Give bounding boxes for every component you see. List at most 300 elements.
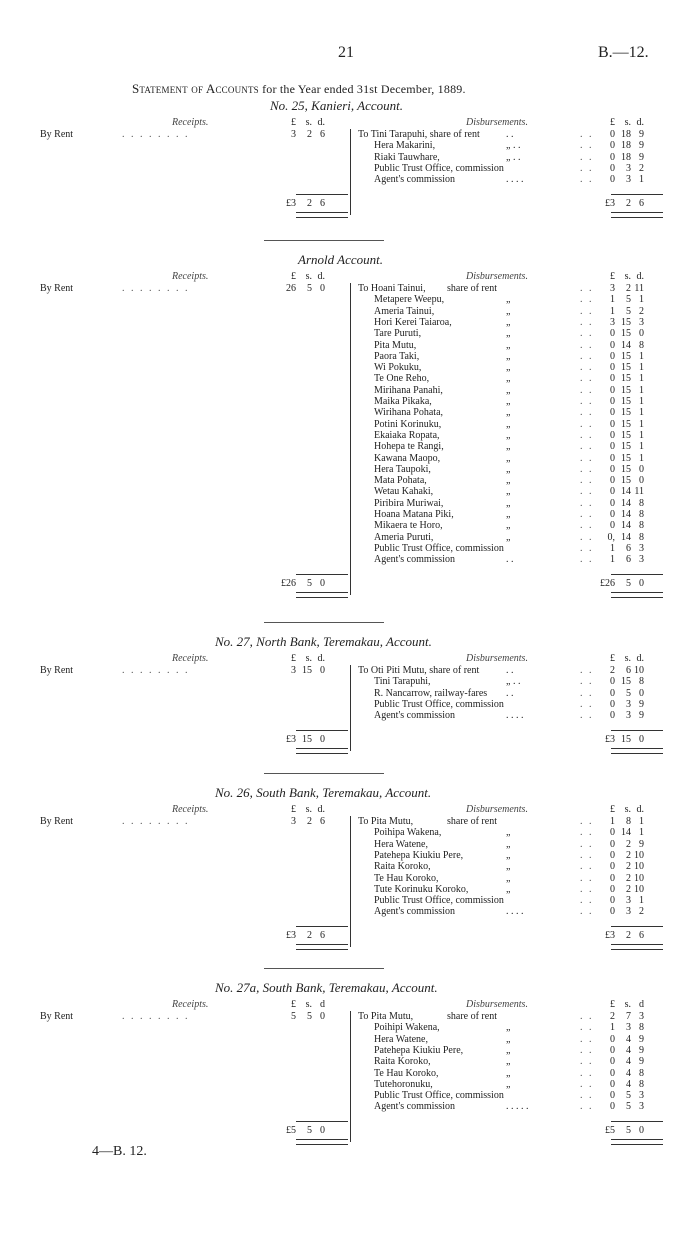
row-amount <box>593 688 644 699</box>
row-amount-pence: 2 <box>639 162 644 174</box>
receipt-amount <box>274 816 325 827</box>
row-amount-shillings: 6 <box>626 542 631 554</box>
payee-name: Patehepa Kiukiu Pere, <box>374 849 464 861</box>
row-mark: „ <box>506 418 511 430</box>
row-amount-pence: 1 <box>639 396 644 407</box>
row-leader-dots: . . <box>580 396 594 407</box>
row-amount-pounds: 0 <box>610 676 615 688</box>
disbursements-currency-header-pence: d. <box>636 804 644 815</box>
row-amount-pence: 3 <box>639 316 644 328</box>
table-row <box>358 283 426 294</box>
receipt-leader-dots: . . . . . . . . <box>122 129 190 140</box>
row-amount-pounds: 0 <box>610 906 615 918</box>
row-mark: . . . . <box>506 710 524 722</box>
receipt-total-pounds: £3 <box>286 733 296 745</box>
row-amount <box>593 532 644 543</box>
row-amount-pounds: 3 <box>610 316 615 328</box>
receipts-heading: Receipts. <box>172 804 209 815</box>
receipts-currency-header-pounds: £ <box>291 653 296 664</box>
row-amount-pence: 3 <box>639 1101 644 1113</box>
row-amount-shillings: 15 <box>621 328 631 340</box>
account-name: No. 27, North Bank, Teremakau, Account. <box>215 634 432 649</box>
payee-name: Agent's commission <box>374 554 455 566</box>
row-amount-pounds: 0 <box>610 396 615 407</box>
row-amount-pounds: 0 <box>610 463 615 475</box>
row-mark: „ <box>506 509 511 520</box>
row-amount-pence: 9 <box>639 838 644 850</box>
report-code: B.—12. <box>598 44 649 61</box>
row-leader-dots: . . <box>580 339 594 351</box>
payee-name: Te Hau Koroko, <box>374 1067 439 1079</box>
receipt-amount <box>274 283 325 294</box>
receipts-currency-header-shillings: s. <box>305 999 312 1010</box>
payee-name: Kawana Maopo, <box>374 452 441 464</box>
receipt-total-shillings: 15 <box>302 733 312 745</box>
payee-name: Mata Pohata, <box>374 475 427 487</box>
row-amount-pence: 11 <box>634 283 644 294</box>
receipt-total-pence: 0 <box>320 1124 325 1136</box>
row-amount-pence: 1 <box>639 827 644 839</box>
row-leader-dots: . . <box>580 676 594 688</box>
row-amount-shillings: 2 <box>626 872 631 884</box>
receipt-total-shillings: 2 <box>307 929 312 941</box>
row-leader-dots: . . <box>580 698 594 710</box>
receipt-double-rule <box>296 212 348 218</box>
section-separator <box>264 240 384 241</box>
receipt-total <box>274 1125 325 1136</box>
table-row <box>374 430 440 441</box>
receipt-double-rule <box>296 1139 348 1145</box>
receipt-amount-shillings: 15 <box>302 665 312 676</box>
row-leader-dots: . . <box>580 350 594 362</box>
statement-title-lead: Statement of Accounts <box>132 81 259 96</box>
row-amount-pence: 10 <box>634 872 644 884</box>
row-leader-dots: . . <box>580 520 594 532</box>
row-amount-shillings: 6 <box>626 665 631 676</box>
table-row <box>358 1011 413 1022</box>
table-row <box>374 152 440 163</box>
receipts-currency-header <box>274 999 325 1010</box>
row-amount-pounds: 0 <box>610 140 615 152</box>
receipt-amount-pounds: 5 <box>291 1011 296 1022</box>
payee-name: Hera Taupoki, <box>374 463 431 475</box>
row-amount-pence: 1 <box>639 174 644 186</box>
row-amount-shillings: 14 <box>621 531 631 543</box>
row-mark: „ <box>506 827 511 839</box>
row-amount-shillings: 15 <box>621 475 631 487</box>
table-row <box>374 676 431 687</box>
row-amount <box>593 430 644 441</box>
row-amount-pounds: 0 <box>610 687 615 699</box>
receipt-total-shillings: 5 <box>307 1124 312 1136</box>
receipts-currency-header-pence: d <box>320 999 325 1010</box>
row-leader-dots: . . <box>580 407 594 419</box>
row-amount <box>593 453 644 464</box>
row-mark: „ . . <box>506 140 521 152</box>
disbursement-double-rule <box>611 1139 663 1145</box>
receipt-amount <box>274 1011 325 1022</box>
row-amount <box>593 1045 644 1056</box>
table-row <box>374 441 444 452</box>
row-amount-pounds: 0 <box>610 429 615 441</box>
row-amount-pence: 8 <box>639 676 644 688</box>
payee-name: Piribira Muriwai, <box>374 497 444 509</box>
row-amount <box>593 850 644 861</box>
row-mark: „ <box>506 849 511 861</box>
row-amount-pence: 2 <box>639 906 644 918</box>
payee-name: Agent's commission <box>374 1101 455 1113</box>
row-amount-shillings: 2 <box>626 283 631 294</box>
row-amount-pounds: 1 <box>610 294 615 306</box>
row-mark: „ <box>506 429 511 441</box>
row-amount-shillings: 3 <box>626 906 631 918</box>
row-amount-pence: 1 <box>639 895 644 907</box>
table-row <box>374 486 433 497</box>
table-row <box>374 306 434 317</box>
row-leader-dots: . . <box>580 849 594 861</box>
receipt-total <box>274 734 325 745</box>
table-row <box>374 509 454 520</box>
receipt-amount-pounds: 3 <box>291 129 296 140</box>
row-leader-dots: . . <box>580 816 594 827</box>
disbursement-total-rule <box>611 730 663 731</box>
payee-name: Tutehoronuku, <box>374 1078 433 1090</box>
payee-name: Te One Reho, <box>374 373 430 385</box>
row-mark: „ <box>506 520 511 532</box>
table-row <box>374 1079 433 1090</box>
payee-name: Public Trust Office, commission <box>374 542 504 554</box>
row-amount-pounds: 0 <box>610 1033 615 1045</box>
row-leader-dots: . . <box>580 373 594 385</box>
row-amount-shillings: 15 <box>621 452 631 464</box>
row-mark: „ <box>506 339 511 351</box>
row-amount <box>593 283 644 294</box>
receipt-leader-dots: . . . . . . . . <box>122 283 190 294</box>
row-amount-pounds: 0 <box>610 520 615 532</box>
row-amount-shillings: 14 <box>621 486 631 498</box>
receipt-amount-pence: 0 <box>320 1011 325 1022</box>
disbursement-total <box>593 1125 644 1136</box>
table-row <box>374 419 441 430</box>
row-prefix: To <box>358 283 371 294</box>
disbursement-total-rule <box>611 194 663 195</box>
payee-name: Potini Korinuku, <box>374 418 442 430</box>
row-leader-dots: . . <box>580 861 594 873</box>
receipt-total <box>274 930 325 941</box>
row-amount-pounds: 0 <box>610 1044 615 1056</box>
row-amount <box>593 328 644 339</box>
receipts-currency-header-pounds: £ <box>291 804 296 815</box>
row-amount-shillings: 5 <box>626 305 631 317</box>
disbursements-heading: Disbursements. <box>466 653 528 664</box>
row-amount-pence: 3 <box>639 1090 644 1102</box>
payee-name: Agent's commission <box>374 174 455 186</box>
row-amount-pounds: 0 <box>610 861 615 873</box>
row-amount-pounds: 0 <box>610 895 615 907</box>
row-leader-dots: . . <box>580 151 594 163</box>
receipt-total-pounds: £5 <box>286 1124 296 1136</box>
row-amount-pence: 9 <box>639 140 644 152</box>
row-mark: „ . . <box>506 676 521 688</box>
table-row <box>374 396 432 407</box>
row-leader-dots: . . <box>580 486 594 498</box>
payee-name: Hera Watene, <box>374 1033 428 1045</box>
receipts-heading: Receipts. <box>172 653 209 664</box>
disbursement-total-shillings: 2 <box>626 197 631 209</box>
row-leader-dots: . . <box>580 827 594 839</box>
payee-name: Paora Taki, <box>374 350 420 362</box>
row-amount <box>593 362 644 373</box>
disbursements-currency-header-shillings: s. <box>624 271 631 282</box>
receipts-currency-header-pounds: £ <box>291 271 296 282</box>
row-amount <box>593 340 644 351</box>
payee-name: Te Hau Koroko, <box>374 872 439 884</box>
disbursement-double-rule <box>611 592 663 598</box>
row-amount-pence: 9 <box>639 151 644 163</box>
receipt-amount <box>274 665 325 676</box>
table-row <box>374 453 440 464</box>
row-amount-shillings: 2 <box>626 883 631 895</box>
receipts-currency-header <box>274 117 325 128</box>
disbursement-total <box>593 930 644 941</box>
row-leader-dots: . . <box>580 463 594 475</box>
receipt-amount <box>274 129 325 140</box>
row-prefix: To <box>358 1011 371 1022</box>
disbursement-total-pounds: £3 <box>605 929 615 941</box>
disbursements-currency-header-shillings: s. <box>624 653 631 664</box>
receipt-total <box>274 198 325 209</box>
row-amount-pence: 9 <box>639 698 644 710</box>
disbursements-currency-header-pounds: £ <box>610 117 615 128</box>
receipts-currency-header <box>274 271 325 282</box>
row-mark: . . . . . <box>506 1101 529 1113</box>
row-amount-pence: 0 <box>639 328 644 340</box>
row-amount <box>593 140 644 151</box>
row-amount-pounds: 0 <box>610 151 615 163</box>
receipt-amount-pence: 0 <box>320 283 325 294</box>
payee-name: Agent's commission <box>374 710 455 722</box>
row-amount <box>593 873 644 884</box>
disbursements-currency-header-pounds: £ <box>610 804 615 815</box>
row-mark: share of rent <box>447 1011 497 1022</box>
row-prefix: To <box>358 129 371 140</box>
row-amount <box>593 475 644 486</box>
receipts-currency-header-pence: d. <box>317 653 325 664</box>
payee-name: Riaki Tauwhare, <box>374 151 440 163</box>
row-leader-dots: . . <box>580 895 594 907</box>
row-amount-shillings: 15 <box>621 350 631 362</box>
row-amount-pence: 8 <box>639 497 644 509</box>
account-name: No. 26, South Bank, Teremakau, Account. <box>215 785 432 800</box>
row-amount-pounds: 0 <box>610 1090 615 1102</box>
row-amount-pence: 8 <box>639 1022 644 1034</box>
payee-name: Raita Koroko, <box>374 1056 431 1068</box>
row-amount-shillings: 14 <box>621 827 631 839</box>
row-amount-shillings: 15 <box>621 373 631 385</box>
payee-name: Mirihana Panahi, <box>374 384 443 396</box>
payee-name: Ameria Tainui, <box>374 305 435 317</box>
row-amount-shillings: 18 <box>621 140 631 152</box>
receipt-total-pounds: £26 <box>281 577 296 589</box>
row-leader-dots: . . <box>580 1090 594 1102</box>
row-mark: share of rent <box>447 816 497 827</box>
row-amount-pence: 1 <box>639 373 644 385</box>
payee-name: Tute Korinuku Koroko, <box>374 883 469 895</box>
row-leader-dots: . . <box>580 441 594 453</box>
table-row <box>374 317 452 328</box>
row-mark: share of rent <box>447 283 497 294</box>
row-amount <box>593 827 644 838</box>
row-amount-pence: 1 <box>639 452 644 464</box>
account-name: No. 25, Kanieri, Account. <box>270 98 404 113</box>
payee-name: Wi Pokuku, <box>374 362 422 374</box>
table-row <box>358 816 413 827</box>
row-amount-pounds: 1 <box>610 305 615 317</box>
row-amount <box>593 1079 644 1090</box>
table-row <box>374 543 504 554</box>
row-amount-pounds: 0 <box>610 1101 615 1113</box>
row-amount-pounds: 0 <box>610 883 615 895</box>
row-amount-pence: 8 <box>639 531 644 543</box>
column-rule <box>350 283 351 595</box>
receipts-currency-header-pence: d. <box>317 117 325 128</box>
row-leader-dots: . . <box>580 1056 594 1068</box>
column-rule <box>350 129 351 215</box>
row-amount-shillings: 15 <box>621 429 631 441</box>
row-amount <box>593 861 644 872</box>
row-amount-shillings: 14 <box>621 497 631 509</box>
section-separator <box>264 773 384 774</box>
row-mark: „ <box>506 1056 511 1068</box>
row-amount-pence: 1 <box>639 816 644 827</box>
row-mark: „ <box>506 384 511 396</box>
row-amount-pounds: 0 <box>610 475 615 487</box>
row-mark: „ <box>506 1067 511 1079</box>
row-leader-dots: . . <box>580 140 594 152</box>
row-amount <box>593 895 644 906</box>
disbursements-currency-header-pence: d. <box>636 117 644 128</box>
table-row <box>374 1022 440 1033</box>
row-amount-pence: 9 <box>639 1033 644 1045</box>
receipt-total-rule <box>296 194 348 195</box>
row-amount-pounds: 3 <box>610 283 615 294</box>
receipts-currency-header-shillings: s. <box>305 117 312 128</box>
row-amount-shillings: 4 <box>626 1044 631 1056</box>
row-amount-shillings: 3 <box>626 162 631 174</box>
row-amount-pence: 8 <box>639 1067 644 1079</box>
table-row <box>374 1090 504 1101</box>
column-rule <box>350 1011 351 1142</box>
row-amount-pence: 1 <box>639 294 644 306</box>
payee-name: Public Trust Office, commission <box>374 162 504 174</box>
row-leader-dots: . . <box>580 1067 594 1079</box>
row-amount-pence: 3 <box>639 542 644 554</box>
receipt-leader-dots: . . . . . . . . <box>122 665 190 676</box>
row-leader-dots: . . <box>580 906 594 918</box>
row-leader-dots: . . <box>580 1078 594 1090</box>
payee-name: Ekaiaka Ropata, <box>374 429 440 441</box>
receipt-label: By Rent <box>40 816 74 827</box>
table-row <box>374 532 433 543</box>
row-leader-dots: . . <box>580 872 594 884</box>
receipt-amount-pounds: 3 <box>291 816 296 827</box>
row-leader-dots: . . <box>580 838 594 850</box>
row-leader-dots: . . <box>580 283 594 294</box>
row-mark: . . . . <box>506 906 524 918</box>
row-amount-pence: 10 <box>634 665 644 676</box>
row-amount-pounds: 0 <box>610 509 615 520</box>
row-amount-pounds: 0 <box>610 407 615 419</box>
table-row <box>358 129 480 140</box>
row-leader-dots: . . <box>580 452 594 464</box>
table-row <box>374 688 487 699</box>
table-row <box>374 294 444 305</box>
payee-name: Hoana Matana Piki, <box>374 509 454 520</box>
row-mark: „ <box>506 373 511 385</box>
table-row <box>374 554 455 565</box>
table-row <box>374 373 429 384</box>
page-number: 21 <box>338 44 354 61</box>
row-amount-pounds: 0, <box>607 531 615 543</box>
row-amount-pounds: 0 <box>610 849 615 861</box>
receipt-label: By Rent <box>40 129 74 140</box>
row-amount-pounds: 0 <box>610 339 615 351</box>
row-amount <box>593 1090 644 1101</box>
row-leader-dots: . . <box>580 710 594 722</box>
disbursements-currency-header-shillings: s. <box>624 117 631 128</box>
row-amount-pence: 10 <box>634 849 644 861</box>
table-row <box>374 520 443 531</box>
row-amount <box>593 419 644 430</box>
disbursement-total <box>593 198 644 209</box>
disbursements-heading: Disbursements. <box>466 271 528 282</box>
statement-title <box>132 81 466 97</box>
row-leader-dots: . . <box>580 509 594 520</box>
row-amount-pounds: 0 <box>610 162 615 174</box>
table-row <box>374 328 421 339</box>
receipt-amount-shillings: 5 <box>307 283 312 294</box>
row-amount <box>593 351 644 362</box>
payee-name: Poihipa Wakena, <box>374 827 442 839</box>
row-leader-dots: . . <box>580 316 594 328</box>
row-amount-pence: 0 <box>639 463 644 475</box>
receipt-total-pence: 0 <box>320 733 325 745</box>
payee-name: Tini Tarapuhi, share of rent <box>370 129 480 140</box>
table-row <box>374 906 455 917</box>
row-leader-dots: . . <box>580 384 594 396</box>
row-amount-shillings: 18 <box>621 129 631 140</box>
receipt-total <box>274 578 325 589</box>
receipts-currency-header-shillings: s. <box>305 653 312 664</box>
row-amount-pounds: 0 <box>610 362 615 374</box>
row-amount-pence: 1 <box>639 441 644 453</box>
statement-title-rest: for the Year ended 31st December, 1889. <box>258 82 466 96</box>
row-amount-shillings: 15 <box>621 316 631 328</box>
payee-name: Tini Tarapuhi, <box>374 676 431 688</box>
row-amount-shillings: 3 <box>626 710 631 722</box>
row-amount-pounds: 0 <box>610 384 615 396</box>
payee-name: Wetau Kahaki, <box>374 486 434 498</box>
row-amount-pounds: 2 <box>610 665 615 676</box>
row-mark: „ <box>506 407 511 419</box>
row-leader-dots: . . <box>580 1101 594 1113</box>
row-amount-shillings: 18 <box>621 151 631 163</box>
table-row <box>374 475 427 486</box>
row-prefix: To <box>358 665 371 676</box>
row-amount-pence: 9 <box>639 129 644 140</box>
receipt-total-pence: 6 <box>320 929 325 941</box>
row-amount <box>593 486 644 497</box>
